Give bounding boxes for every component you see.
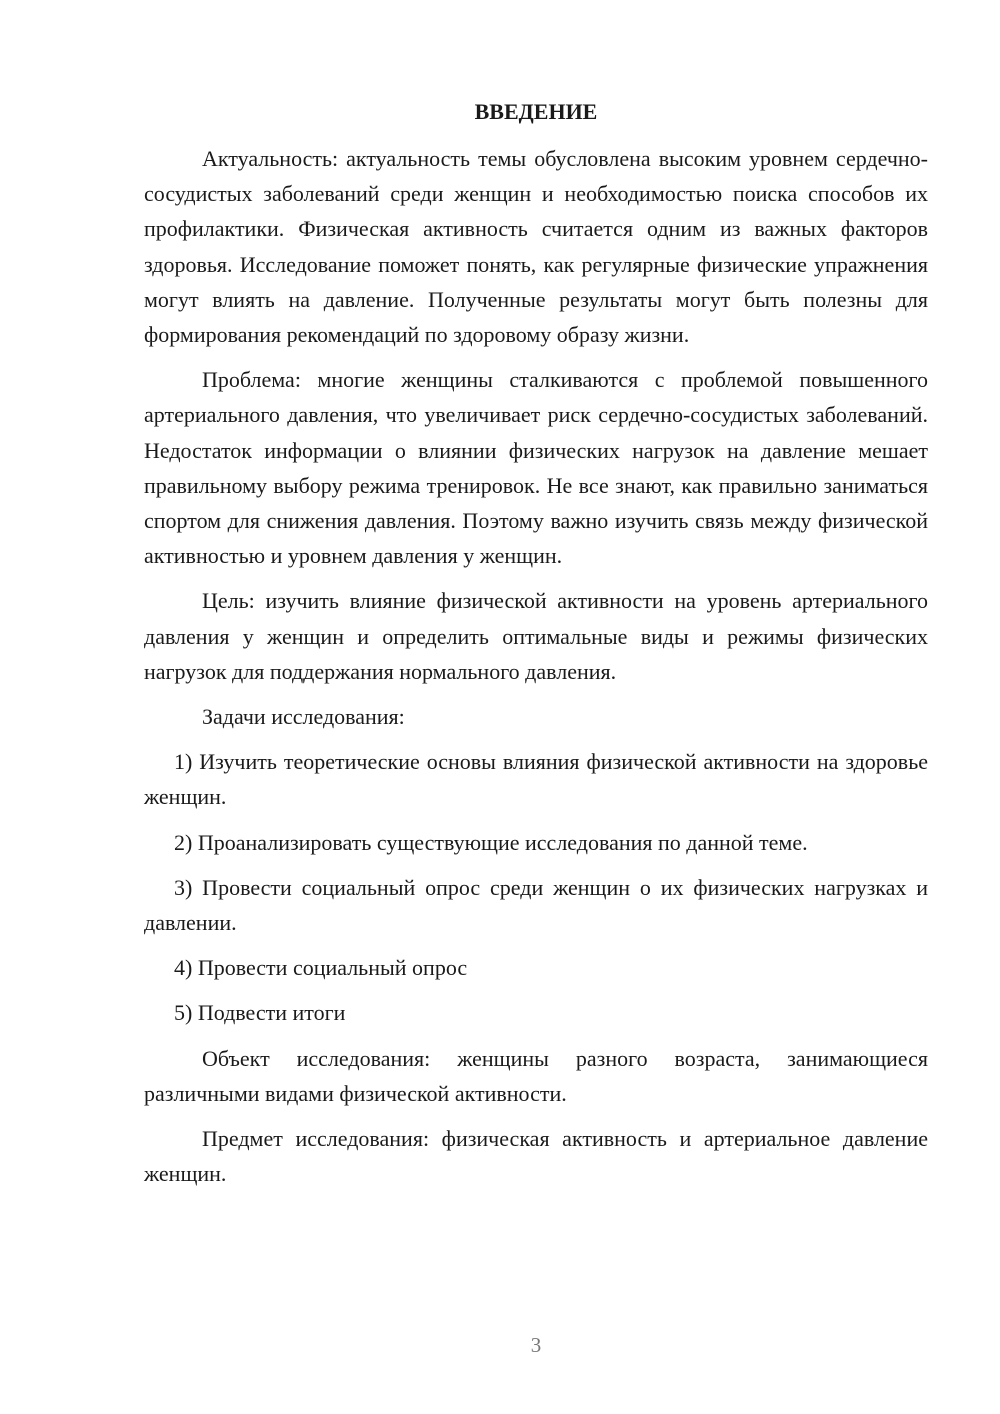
task-item-1: 1) Изучить теоретические основы влияния физической активности на здоровье женщин. — [144, 749, 928, 810]
task-item-5: 5) Подвести итоги — [174, 1000, 346, 1026]
paragraph-object: Объект исследования: женщины разного возраста, занимающиеся различными видами физической активности. — [144, 1045, 928, 1106]
paragraph-problem: Проблема: многие женщины сталкиваются с проблемой повышенного артериального давления, что увеличивает риск сердечно-сосудистых заболеваний. Недостаток информации о влиянии физических нагрузок на давление мешает правильному выбору режима тренировок. Не все знают, как правильно заниматься спортом для снижения давления. Поэтому важно изучить связь между физической активностью и уровнем давления у женщин. — [144, 367, 928, 569]
task-item-4: 4) Провести социальный опрос — [174, 955, 468, 981]
document-body — [144, 94, 928, 1191]
task-item-3: 3) Провести социальный опрос среди женщин о их физических нагрузках и давлении. — [144, 874, 928, 936]
paragraph-subject: Предмет исследования: физическая активность и артериальное давление женщин. — [144, 1126, 928, 1187]
page-title: ВВЕДЕНИЕ — [474, 99, 598, 124]
task-item-2: 2) Проанализировать существующие исследования по данной теме. — [174, 829, 808, 855]
paragraph-goal: Цель: изучить влияние физической активности на уровень артериального давления у женщин и определить оптимальные виды и режимы физических нагрузок для поддержания нормального давления. — [144, 588, 928, 684]
paragraph-tasks-heading: Задачи исследования: — [202, 704, 405, 730]
page-number: 3 — [530, 1333, 542, 1357]
paragraph-relevance: Актуальность: актуальность темы обусловлена высоким уровнем сердечно-сосудистых заболеваний среди женщин и необходимостью поиска способов их профилактики. Физическая активность считается одним из важных факторов здоровья. Исследование поможет понять, как регулярные физические упражнения могут влиять на давление. Полученные результаты могут быть полезны для формирования рекомендаций по здоровому образу жизни. — [144, 146, 928, 348]
